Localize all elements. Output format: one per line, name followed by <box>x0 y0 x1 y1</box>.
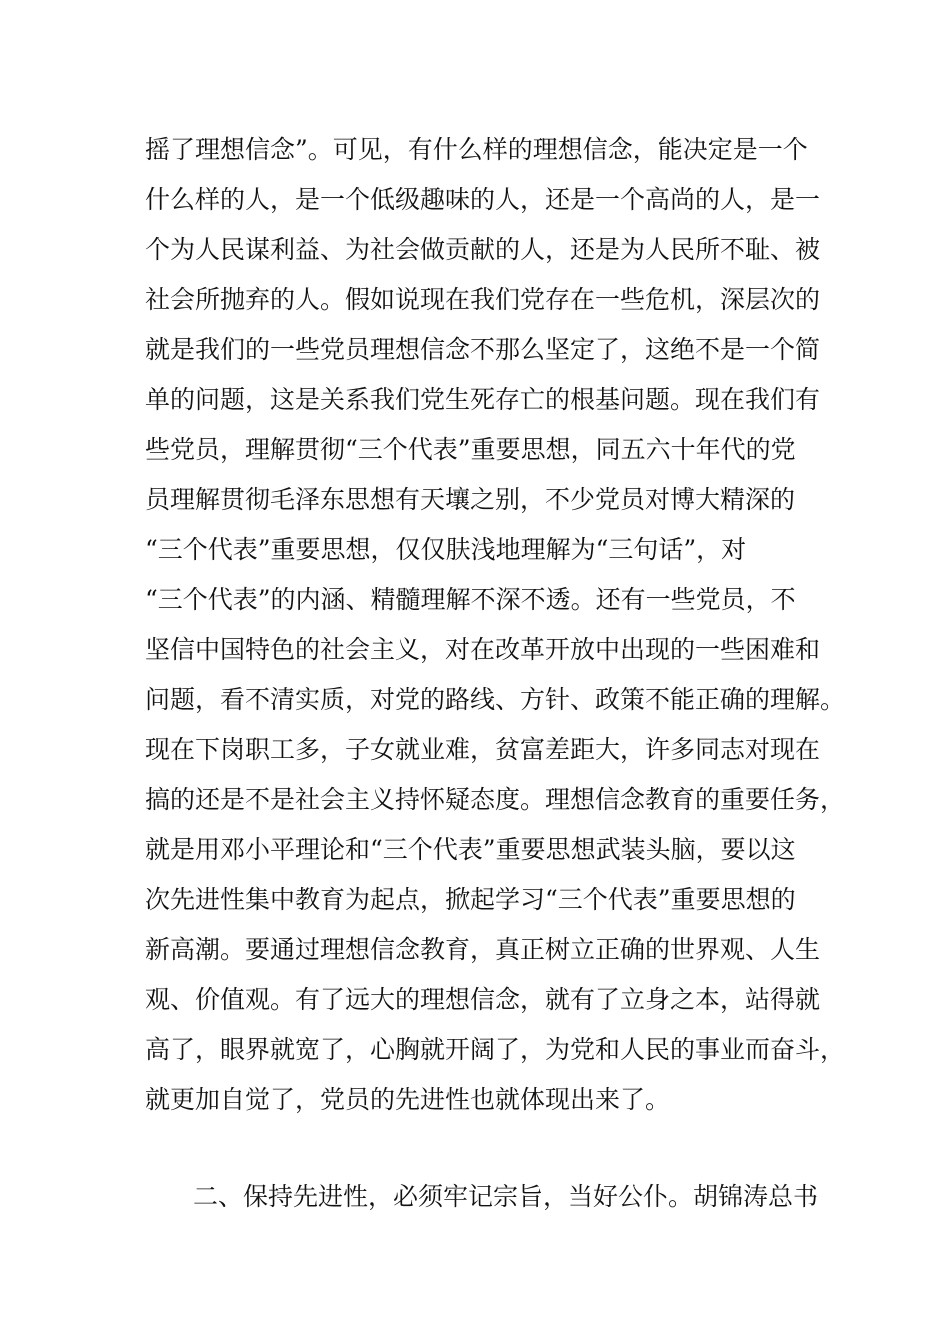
body-text-line: “三个代表”重要思想，仅仅肤浅地理解为“三句话”，对 <box>145 535 747 564</box>
body-text-line: 新高潮。要通过理想信念教育，真正树立正确的世界观、人生 <box>145 935 821 964</box>
body-text-line: 就是用邓小平理论和“三个代表”重要思想武装头脑，要以这 <box>145 835 796 864</box>
body-text-line: 什么样的人，是一个低级趣味的人，还是一个高尚的人，是一 <box>145 185 821 214</box>
body-text-line: 单的问题，这是关系我们党生死存亡的根基问题。现在我们有 <box>145 385 821 414</box>
body-text-line: 就是我们的一些党员理想信念不那么坚定了，这绝不是一个简 <box>145 335 821 364</box>
body-text-line: 坚信中国特色的社会主义，对在改革开放中出现的一些困难和 <box>145 635 821 664</box>
body-text-line: 搞的还是不是社会主义持怀疑态度。理想信念教育的重要任务， <box>145 785 846 814</box>
body-text-line: 社会所抛弃的人。假如说现在我们党存在一些危机，深层次的 <box>145 285 821 314</box>
body-text-line: 些党员，理解贯彻“三个代表”重要思想，同五六十年代的党 <box>145 435 796 464</box>
body-text-line: 问题，看不清实质，对党的路线、方针、政策不能正确的理解。 <box>145 685 846 714</box>
body-text-line: 个为人民谋利益、为社会做贡献的人，还是为人民所不耻、被 <box>145 235 821 264</box>
body-text-line: 摇了理想信念”。可见，有什么样的理想信念，能决定是一个 <box>145 135 808 164</box>
body-text-line: 观、价值观。有了远大的理想信念，就有了立身之本，站得就 <box>145 985 821 1014</box>
body-text-line: 就更加自觉了，党员的先进性也就体现出来了。 <box>145 1085 671 1114</box>
section-heading-line: 二、保持先进性，必须牢记宗旨，当好公仆。胡锦涛总书 <box>193 1182 819 1211</box>
body-text-line: 高了，眼界就宽了，心胸就开阔了，为党和人民的事业而奋斗， <box>145 1035 846 1064</box>
body-text-line: 次先进性集中教育为起点，掀起学习“三个代表”重要思想的 <box>145 885 796 914</box>
body-text-line: “三个代表”的内涵、精髓理解不深不透。还有一些党员，不 <box>145 585 796 614</box>
body-text-line: 现在下岗职工多，子女就业难，贫富差距大，许多同志对现在 <box>145 735 821 764</box>
body-text-line: 员理解贯彻毛泽东思想有天壤之别，不少党员对博大精深的 <box>145 485 796 514</box>
